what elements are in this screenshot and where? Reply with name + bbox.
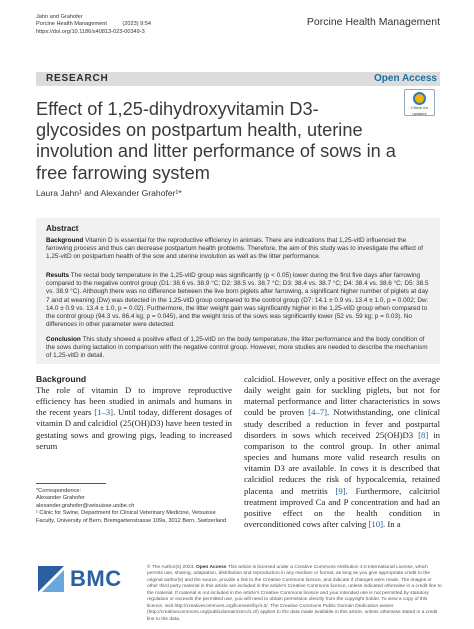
license-copyright: © The Author(s) 2023. <box>147 565 196 570</box>
citation-link[interactable]: [10] <box>368 519 383 530</box>
article-authors: Laura Jahn¹ and Alexander Grahofer¹* <box>36 188 182 198</box>
article-type-label: RESEARCH <box>46 73 109 84</box>
meta-authors: Jahn and Grahofer <box>36 14 83 20</box>
correspondence-block <box>36 488 236 525</box>
correspondence-email[interactable]: alexander.grahofer@vetsuisse.unibe.ch <box>36 502 135 509</box>
abstract-conclusion-text: This study showed a positive effect of 1,25-vitD on the body temperature, the litter performance and the body condition of the sows during lactation in comparison with the negative control group. However, more studies are needed to describe the mechanism of 1,25-vitD in detail. <box>46 336 428 360</box>
article-title: Effect of 1,25-dihydroxyvitamin D3-glycosides on postpartum health, uterine involution and litter performance of sows in a free farrowing system <box>36 99 396 183</box>
abstract-heading: Abstract <box>46 224 79 233</box>
body-right-column <box>244 374 440 530</box>
citation-link[interactable]: [9] <box>335 485 346 496</box>
left-paragraph-part: . Until today, different dosages of vitamin D and calcidiol (25(OH)D3) have been tested in gestating sows and growing pigs, leading to increased serum <box>36 407 232 451</box>
open-access-label: Open Access <box>374 73 437 84</box>
abstract-background-label: Background <box>46 237 84 244</box>
abstract-background <box>46 237 432 262</box>
publisher-logo-text: BMC <box>70 566 122 591</box>
journal-name: Porcine Health Management <box>306 16 440 28</box>
abstract-conclusion-label: Conclusion <box>46 336 81 343</box>
bmc-logo-icon <box>36 564 66 594</box>
right-paragraph-part: . Furthermore, calcitriol treatment improved Ca and P concentration and had an positive effect on the health condition in overconditioned cows after calving <box>244 485 440 530</box>
license-text: This article is licensed under a Creative Commons Attribution 4.0 International License, which permits use, sharing, adaptation, distribution and reproduction in any medium or format, as long as you give appropriate credit to the original author(s) and the source, provide a link to the Creative Commons licence, and indicate if changes were made. The images or other third party material in this article are included in the article's Creative Commons licence, unless indicated otherwise in a credit line to the material. If material is not included in the article's Creative Commons licence and your intended use is not permitted by statutory regulation or exceeds the permitted use, you will need to obtain permission directly from the copyright holder. To view a copy of this licence, visit http://creativecommons.org/licenses/by/4.0/. The Creative Commons Public Domain Dedication waiver (http://creativecommons.org/publicdomain/zero/1.0/) applies to the data made available in this article, unless otherwise stated in a credit line to the data. <box>147 565 442 622</box>
license-open-access: Open Access <box>195 565 227 570</box>
abstract-results-text: The rectal body temperature in the 1,25-vitD group was significantly (p < 0.05) lower during the first five days after farrowing compared to the negative control group (D1: 38.6 vs. 38.9 °C; D2: 38.5 vs. 38.7 °C; D3: 38.4 vs. 38.7 °C; D4: 38.4 vs. 38.6 °C; D5: 38.5 vs. 38.9 °C). Although there was no difference between the live born piglets after farrowing, a significant higher number of piglets at day 7 and at weaning (Dw) was detected in the 1,25-vitD group compared to the control group (D7: 14.1 ± 0.9 vs. 13.4 ± 1.0, p = 0.002; Dw: 14.0 ± 0.9 vs. 13.4 ± 1.0, p = 0.02). Furthermore, the litter weight gain was significantly higher in the 1,25-vitD group when compared to the control group (94.3 vs. 86.4 kg; p = 0.045), and the weight loss of the sows was significantly lower (52 vs. 59 kg; p = 0.03). No differences in other parameter were detected. <box>46 272 429 329</box>
background-heading: Background <box>36 374 87 384</box>
check-for-updates-label-1: Check for <box>410 105 429 110</box>
citation-link[interactable]: [8] <box>418 429 429 440</box>
right-paragraph-part: . Notwithstanding, one clinical study described a reduction in fever and postpartal disorders in sows which received 25(OH)D3 <box>244 407 441 440</box>
article-meta <box>36 14 151 36</box>
crossmark-icon <box>413 92 426 105</box>
license-notice <box>147 565 443 623</box>
left-paragraph-part: The role of vitamin D to improve reproductive efficiency has been studied in animals and humans in the recent years <box>36 385 232 418</box>
body-left-column <box>36 385 232 452</box>
footnote-divider <box>36 483 106 484</box>
right-paragraph-part: . In a <box>382 519 401 530</box>
right-paragraph-part: calcidiol. However, only a positive effect on the average daily weight gain for suckling piglets, but not for maternal performance and litter characteristics in sows could be proven <box>244 374 440 418</box>
correspondence-affiliation: ¹ Clinic for Swine, Department for Clinical Veterinary Medicine, Vetsuisse Faculty, University of Bern, Bremgartenstrasse 109a, 3012 Bern, Switzerland <box>36 510 227 524</box>
check-for-updates-button[interactable] <box>404 89 435 116</box>
citation-link[interactable]: [4–7] <box>308 407 328 418</box>
right-paragraph-part: in comparison to the control group. In other animal species and humans more valid research results on vitamin D3 are available. In cows it is described that calcidiol reduces the risk of hypocalcemia, retained placenta and metritis <box>244 429 440 496</box>
abstract-box <box>36 218 440 364</box>
abstract-results-label: Results <box>46 272 70 279</box>
abstract-results <box>46 272 432 329</box>
meta-doi[interactable]: https://doi.org/10.1186/s40813-023-00349-3 <box>36 28 145 35</box>
abstract-background-text: Vitamin D is essential for the reproductive efficiency in animals. There are indications that 1,25-vitD influenced the farrowing process and thus can decrease postpartum health problems. Therefore, the aim of this study was to investigate the effect of 1,25-vitD on postpartum health of the sow and uterine involution as well as the litter performance. <box>46 237 424 261</box>
meta-citation: Porcine Health Management (2023) 9:54 <box>36 21 152 28</box>
check-for-updates-label-2: updates <box>412 110 427 116</box>
abstract-conclusion <box>46 336 432 361</box>
correspondence-label: *Correspondence: <box>36 488 82 494</box>
correspondence-name: Alexander Grahofer <box>36 495 85 502</box>
section-banner <box>36 72 440 86</box>
citation-link[interactable]: [1–3] <box>94 407 114 418</box>
